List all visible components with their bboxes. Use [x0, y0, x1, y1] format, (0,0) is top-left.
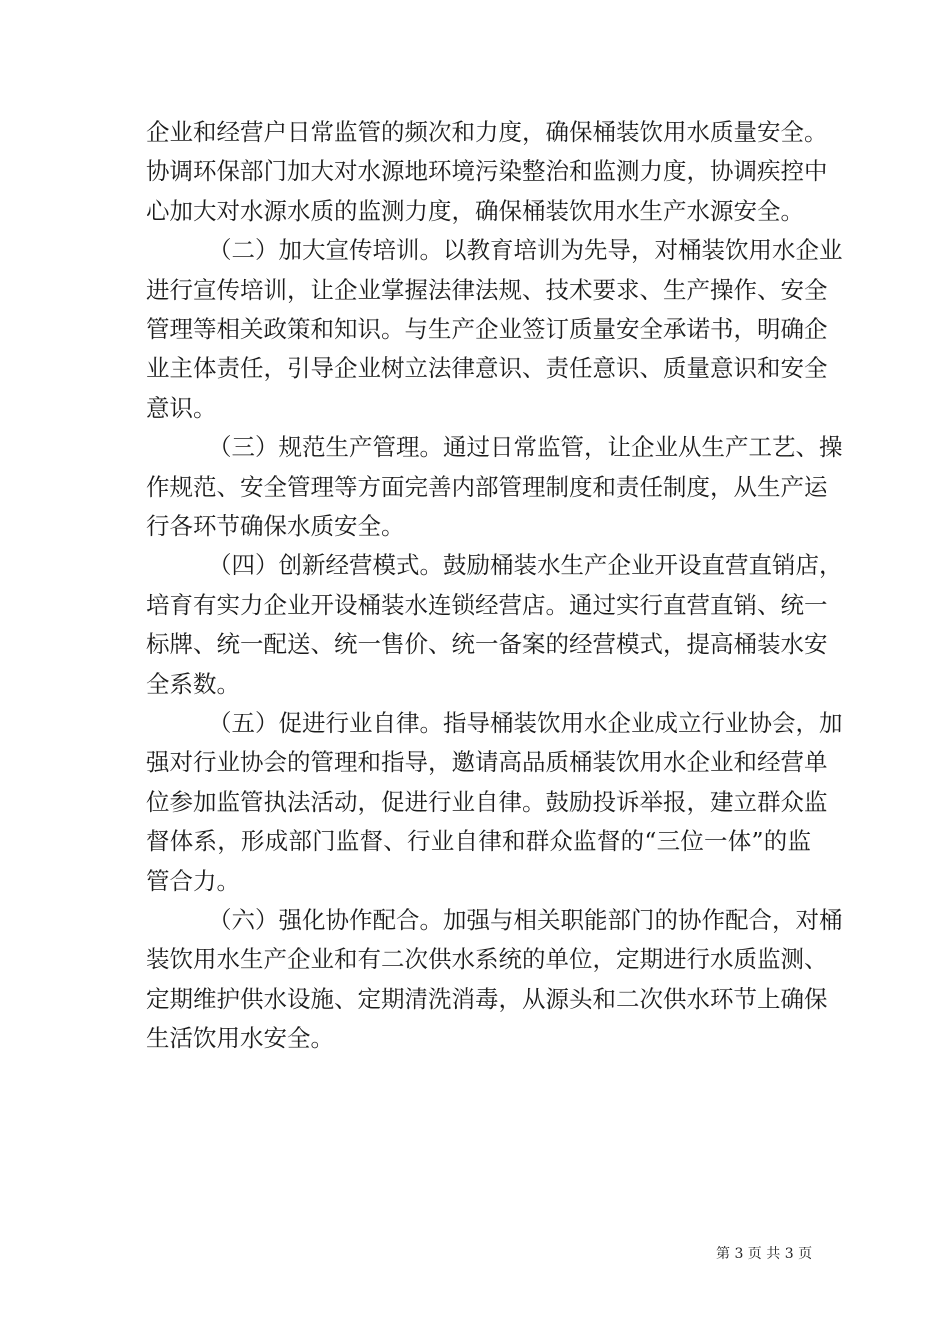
page-number-footer: 第 3 页 共 3 页: [716, 1246, 813, 1262]
body-text-line: 全系数。: [146, 669, 240, 698]
body-text-line: （四）创新经营模式。鼓励桶装水生产企业开设直营直销店，: [208, 551, 843, 580]
body-text-line: 进行宣传培训，让企业掌握法律法规、技术要求、生产操作、安全: [146, 275, 828, 304]
body-text-line: （三）规范生产管理。通过日常监管，让企业从生产工艺、操: [208, 433, 843, 462]
body-text-line: 心加大对水源水质的监测力度，确保桶装饮用水生产水源安全。: [146, 196, 804, 225]
body-text-line: 定期维护供水设施、定期清洗消毒，从源头和二次供水环节上确保: [146, 984, 828, 1013]
body-text-line: 意识。: [146, 393, 217, 422]
body-text-line: 督体系，形成部门监督、行业自律和群众监督的“三位一体”的监: [146, 827, 811, 856]
body-text-line: 业主体责任，引导企业树立法律意识、责任意识、质量意识和安全: [146, 354, 828, 383]
body-text-line: 标牌、统一配送、统一售价、统一备案的经营模式，提高桶装水安: [146, 630, 828, 659]
body-text-line: 企业和经营户日常监管的频次和力度，确保桶装饮用水质量安全。: [146, 118, 828, 146]
body-text-line: （五）促进行业自律。指导桶装饮用水企业成立行业协会，加: [208, 709, 843, 737]
body-text-line: 位参加监管执法活动，促进行业自律。鼓励投诉举报，建立群众监: [146, 787, 828, 816]
body-text-line: 装饮用水生产企业和有二次供水系统的单位，定期进行水质监测、: [146, 945, 828, 974]
body-text-line: 协调环保部门加大对水源地环境污染整治和监测力度，协调疾控中: [146, 157, 828, 186]
body-text-line: （二）加大宣传培训。以教育培训为先导，对桶装饮用水企业: [208, 236, 843, 265]
body-text-line: 行各环节确保水质安全。: [146, 512, 405, 540]
body-text-line: 生活饮用水安全。: [146, 1024, 334, 1053]
body-text-line: 强对行业协会的管理和指导，邀请高品质桶装饮用水企业和经营单: [146, 748, 828, 777]
body-text-line: 培育有实力企业开设桶装水连锁经营店。通过实行直营直销、统一: [146, 590, 828, 619]
body-text-line: 管合力。: [146, 866, 240, 895]
body-text-line: 管理等相关政策和知识。与生产企业签订质量安全承诺书，明确企: [146, 315, 828, 343]
body-text-line: （六）强化协作配合。加强与相关职能部门的协作配合，对桶: [208, 906, 843, 934]
body-text-line: 作规范、安全管理等方面完善内部管理制度和责任制度，从生产运: [146, 472, 828, 501]
